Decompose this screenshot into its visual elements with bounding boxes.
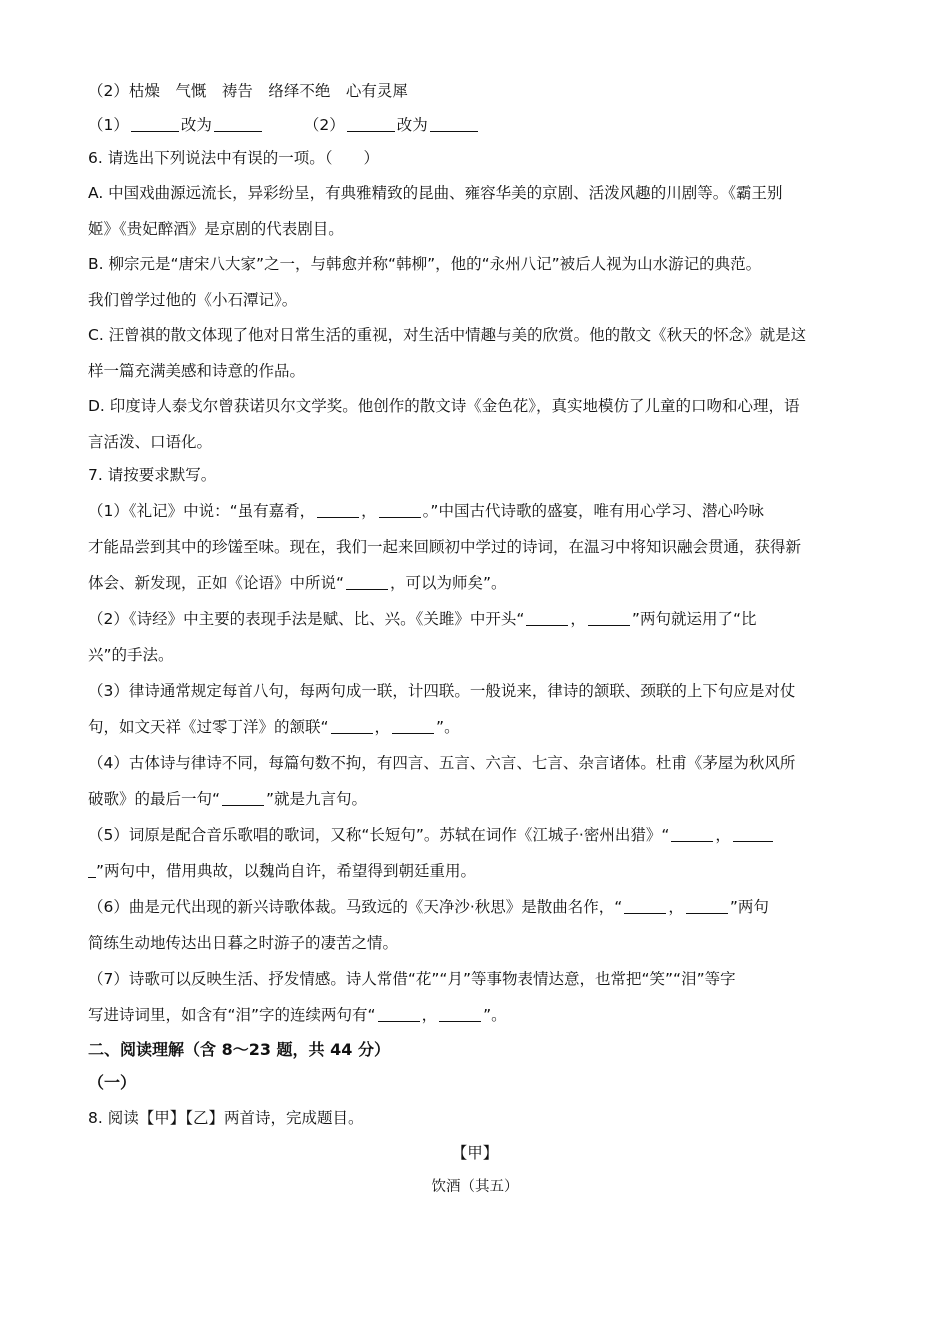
q7-text: ”两句中，借用典故，以魏尚自许，希望得到朝廷重用。 [96,862,477,880]
q7-part2-line2: 兴”的手法。 [88,646,174,664]
q8-stem: 8. 阅读【甲】【乙】两首诗，完成题目。 [88,1109,364,1127]
q7-part6-line2: 简练生动地传达出日暮之时游子的凄苦之情。 [88,934,399,952]
answer-blank[interactable] [131,115,179,132]
q5-change-label: 改为 [180,116,212,134]
answer-blank[interactable] [346,573,388,590]
q6-option-d-line2: 言活泼、口语化。 [88,433,213,451]
answer-blank[interactable] [624,897,666,914]
answer-blank[interactable] [378,1005,420,1022]
q6-option-d-line1: D. 印度诗人泰戈尔曾获诺贝尔文学奖。他创作的散文诗《金色花》，真实地模仿了儿童的口吻和心理，语 [88,397,800,415]
q5-item2: （2）枯燥 气慨 祷告 络绎不绝 心有灵犀 [88,82,408,100]
poem-jia-label: 【甲】 [451,1144,499,1162]
q6-option-b-line1: B. 柳宗元是“唐宋八大家”之一，与韩愈并称“韩柳”，他的“永州八记”被后人视为山水游记的典范。 [88,255,762,273]
q7-text: ”就是九言句。 [266,790,368,808]
answer-blank[interactable] [88,861,96,878]
q7-text: （1）《礼记》中说：“虽有嘉肴， [88,502,316,520]
q7-part1-line2: 才能品尝到其中的珍馐至味。现在，我们一起来回顾初中学过的诗词，在温习中将知识融会贯通，获得新 [88,538,802,556]
q7-part6-line1 [88,897,868,917]
answer-blank[interactable] [392,717,434,734]
answer-blank[interactable] [379,501,421,518]
answer-blank[interactable] [222,789,264,806]
q7-part3-line2 [88,717,868,737]
q7-comma: ， [668,898,684,916]
q7-part1-line1 [88,501,868,521]
q7-text: ”两句 [729,898,769,916]
q6-stem: 6. 请选出下列说法中有误的一项。（ ） [88,149,379,167]
q6-option-b-line2: 我们曾学过他的《小石潭记》。 [88,291,298,309]
q5-ans1-prefix: （1） [88,116,129,134]
q7-part4-line2 [88,789,868,809]
answer-blank[interactable] [588,609,630,626]
q7-text: 写进诗词里，如含有“泪”字的连续两句有“ [88,1006,376,1024]
q7-part5-line1 [88,825,868,845]
q6-option-c-line2: 样一篇充满美感和诗意的作品。 [88,362,306,380]
q6-option-a-line2: 姬》《贵妃醉酒》是京剧的代表剧目。 [88,220,344,238]
answer-blank[interactable] [671,825,713,842]
answer-blank[interactable] [317,501,359,518]
section2-title: 二、阅读理解（含 8～23 题，共 44 分） [88,1040,390,1059]
answer-blank[interactable] [439,1005,481,1022]
answer-blank[interactable] [526,609,568,626]
q7-part5-line2 [88,861,868,881]
q7-text: ”。 [483,1006,507,1024]
q6-option-c-line1: C. 汪曾祺的散文体现了他对日常生活的重视，对生活中情趣与美的欣赏。他的散文《秋天的怀念》就是这 [88,326,807,344]
q5-change-label: 改为 [396,116,428,134]
q5-ans2-prefix: （2） [303,116,345,134]
answer-blank[interactable] [686,897,728,914]
answer-blank[interactable] [733,825,773,842]
answer-blank[interactable] [430,115,478,132]
q7-text: ”两句就运用了“比 [631,610,757,628]
q7-part7-line2 [88,1005,868,1025]
answer-blank[interactable] [331,717,373,734]
q7-text: 破歌》的最后一句“ [88,790,221,808]
q7-part2-line1 [88,609,868,629]
q7-part1-line3 [88,573,868,593]
q6-option-a-line1: A. 中国戏曲源远流长，异彩纷呈，有典雅精致的昆曲、雍容华美的京剧、活泼风趣的川剧等。《霸王别 [88,184,783,202]
q7-text: （5）词原是配合音乐歌唱的歌词，又称“长短句”。苏轼在词作《江城子·密州出猎》“ [88,826,670,844]
q7-comma: ， [715,826,731,844]
q7-stem: 7. 请按要求默写。 [88,466,217,484]
q7-comma: ， [570,610,586,628]
poem-title: 饮酒（其五） [431,1179,519,1195]
q7-text: （2）《诗经》中主要的表现手法是赋、比、兴。《关雎》中开头“ [88,610,525,628]
q7-text: ”。 [436,718,460,736]
q7-text: （6）曲是元代出现的新兴诗歌体裁。马致远的《天净沙·秋思》是散曲名作，“ [88,898,623,916]
q7-part7-line1: （7）诗歌可以反映生活、抒发情感。诗人常借“花”“月”等事物表情达意，也常把“笑”“泪”等字 [88,970,736,988]
q7-part3-line1: （3）律诗通常规定每首八句，每两句成一联，计四联。一般说来，律诗的颔联、颈联的上下句应是对仗 [88,682,796,700]
q5-answer-line [88,115,868,135]
q7-text: 。”中国古代诗歌的盛宴，唯有用心学习、潜心吟咏 [422,502,764,520]
q7-comma: ， [421,1006,438,1024]
q7-comma: ， [361,502,377,520]
q7-text: ，可以为师矣”。 [390,574,507,592]
q7-text: 体会、新发现，正如《论语》中所说“ [88,574,345,592]
section2-subtitle: （一） [88,1073,137,1092]
answer-blank[interactable] [214,115,262,132]
answer-blank[interactable] [347,115,395,132]
q7-text: 句，如文天祥《过零丁洋》的颔联“ [88,718,329,736]
q7-part4-line1: （4）古体诗与律诗不同，每篇句数不拘，有四言、五言、六言、七言、杂言诸体。杜甫《茅屋为秋风所 [88,754,796,772]
q7-comma: ， [374,718,391,736]
